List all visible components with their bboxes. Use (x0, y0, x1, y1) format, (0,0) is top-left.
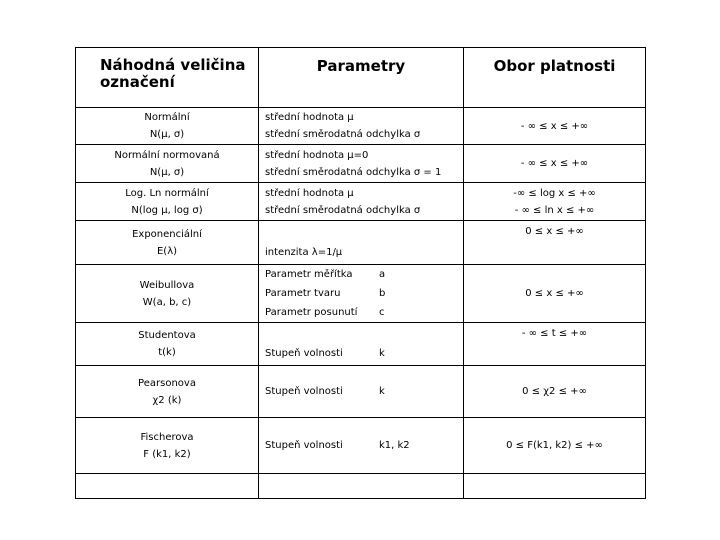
header-range: Obor platnosti (464, 48, 646, 108)
parameters-cell: střední hodnota μ střední směrodatná odchylka σ (259, 183, 464, 221)
range-cell: 0 ≤ χ2 ≤ +∞ (464, 366, 646, 418)
range-cell: 0 ≤ F(k1, k2) ≤ +∞ (464, 418, 646, 474)
variable-cell: Weibullova W(a, b, c) (76, 265, 259, 323)
table-row (76, 366, 646, 418)
range-cell: 0 ≤ x ≤ +∞ (464, 221, 646, 265)
variable-cell: Log. Ln normální N(log μ, log σ) (76, 183, 259, 221)
variable-cell: Pearsonova χ2 (k) (76, 366, 259, 418)
parameters-cell: střední hodnota μ střední směrodatná odchylka σ (259, 108, 464, 145)
empty-cell (464, 474, 646, 499)
range-cell: - ∞ ≤ t ≤ +∞ (464, 323, 646, 366)
range-cell: - ∞ ≤ x ≤ +∞ (464, 145, 646, 183)
table-row (76, 183, 646, 221)
distribution-table (75, 47, 646, 499)
range-cell: 0 ≤ x ≤ +∞ (464, 265, 646, 323)
empty-cell (76, 474, 259, 499)
variable-cell: Normální normovaná N(μ, σ) (76, 145, 259, 183)
variable-cell: Studentova t(k) (76, 323, 259, 366)
header-parameters: Parametry (259, 48, 464, 108)
table-row (76, 108, 646, 145)
parameters-cell: intenzita λ=1/μ (259, 221, 464, 265)
parameters-cell: střední hodnota μ=0 střední směrodatná odchylka σ = 1 (259, 145, 464, 183)
table-row (76, 145, 646, 183)
parameters-cell: Stupeň volnosti k (259, 323, 464, 366)
range-cell: - ∞ ≤ x ≤ +∞ (464, 108, 646, 145)
parameters-cell: Stupeň volnosti k1, k2 (259, 418, 464, 474)
variable-cell: Normální N(μ, σ) (76, 108, 259, 145)
header-row (76, 48, 646, 108)
empty-cell (259, 474, 464, 499)
variable-cell: Exponenciální E(λ) (76, 221, 259, 265)
empty-row (76, 474, 646, 499)
table-row (76, 265, 646, 323)
table-row (76, 323, 646, 366)
table-row (76, 418, 646, 474)
table-row (76, 221, 646, 265)
header-variable: Náhodná veličina označení (76, 48, 259, 108)
variable-cell: Fischerova F (k1, k2) (76, 418, 259, 474)
range-cell: -∞ ≤ log x ≤ +∞ - ∞ ≤ ln x ≤ +∞ (464, 183, 646, 221)
parameters-cell: Stupeň volnosti k (259, 366, 464, 418)
parameters-cell: Parametr měřítka a Parametr tvaru b Parametr posunutí c (259, 265, 464, 323)
